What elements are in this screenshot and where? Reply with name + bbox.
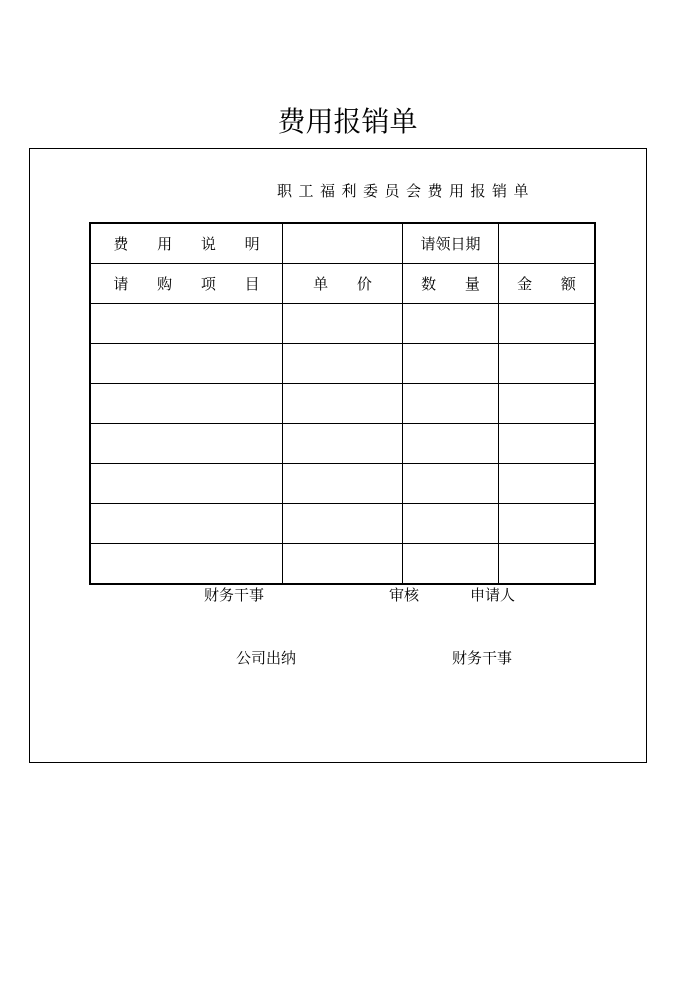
table-cell[interactable] <box>90 544 283 585</box>
table-cell[interactable] <box>90 464 283 504</box>
table-row <box>90 464 595 504</box>
table-row-description <box>90 223 595 264</box>
page-title: 费用报销单 <box>277 105 418 138</box>
reviewer-label: 审核 <box>389 586 420 604</box>
cashier-label: 公司出纳 <box>236 649 297 667</box>
table-row <box>90 304 595 344</box>
table-cell[interactable] <box>403 464 499 504</box>
header-quantity: 数 量 <box>403 264 499 304</box>
date-value-cell[interactable] <box>499 223 596 264</box>
header-item: 请 购 项 目 <box>90 264 283 304</box>
table-cell[interactable] <box>403 304 499 344</box>
finance-officer-label-2: 财务干事 <box>452 649 513 667</box>
table-row <box>90 504 595 544</box>
table-row <box>90 384 595 424</box>
table-cell[interactable] <box>283 424 403 464</box>
table-cell[interactable] <box>90 504 283 544</box>
header-unit-price: 单 价 <box>283 264 403 304</box>
table-cell[interactable] <box>499 464 596 504</box>
applicant-label: 申请人 <box>470 586 516 604</box>
table-cell[interactable] <box>283 544 403 585</box>
table-cell[interactable] <box>403 384 499 424</box>
table-cell[interactable] <box>90 424 283 464</box>
table-cell[interactable] <box>499 504 596 544</box>
expense-table <box>89 222 596 585</box>
table-cell[interactable] <box>283 464 403 504</box>
table-row <box>90 424 595 464</box>
table-cell[interactable] <box>90 344 283 384</box>
table-cell[interactable] <box>283 304 403 344</box>
form-subtitle: 职工福利委员会费用报销单 <box>277 182 536 200</box>
date-label: 请领日期 <box>403 223 499 264</box>
finance-officer-label: 财务干事 <box>204 586 265 604</box>
table-cell[interactable] <box>499 544 596 585</box>
header-amount: 金 额 <box>499 264 596 304</box>
table-cell[interactable] <box>283 384 403 424</box>
table-cell[interactable] <box>403 504 499 544</box>
table-cell[interactable] <box>403 424 499 464</box>
table-row <box>90 344 595 384</box>
table-cell[interactable] <box>90 384 283 424</box>
table-cell[interactable] <box>499 344 596 384</box>
table-cell[interactable] <box>283 504 403 544</box>
table-cell[interactable] <box>499 304 596 344</box>
table-header-row <box>90 264 595 304</box>
table-cell[interactable] <box>283 344 403 384</box>
desc-label: 费 用 说 明 <box>90 223 283 264</box>
desc-value-cell[interactable] <box>283 223 403 264</box>
table-row <box>90 544 595 585</box>
table-cell[interactable] <box>499 384 596 424</box>
table-cell[interactable] <box>403 344 499 384</box>
table-cell[interactable] <box>499 424 596 464</box>
table-cell[interactable] <box>90 304 283 344</box>
table-cell[interactable] <box>403 544 499 585</box>
